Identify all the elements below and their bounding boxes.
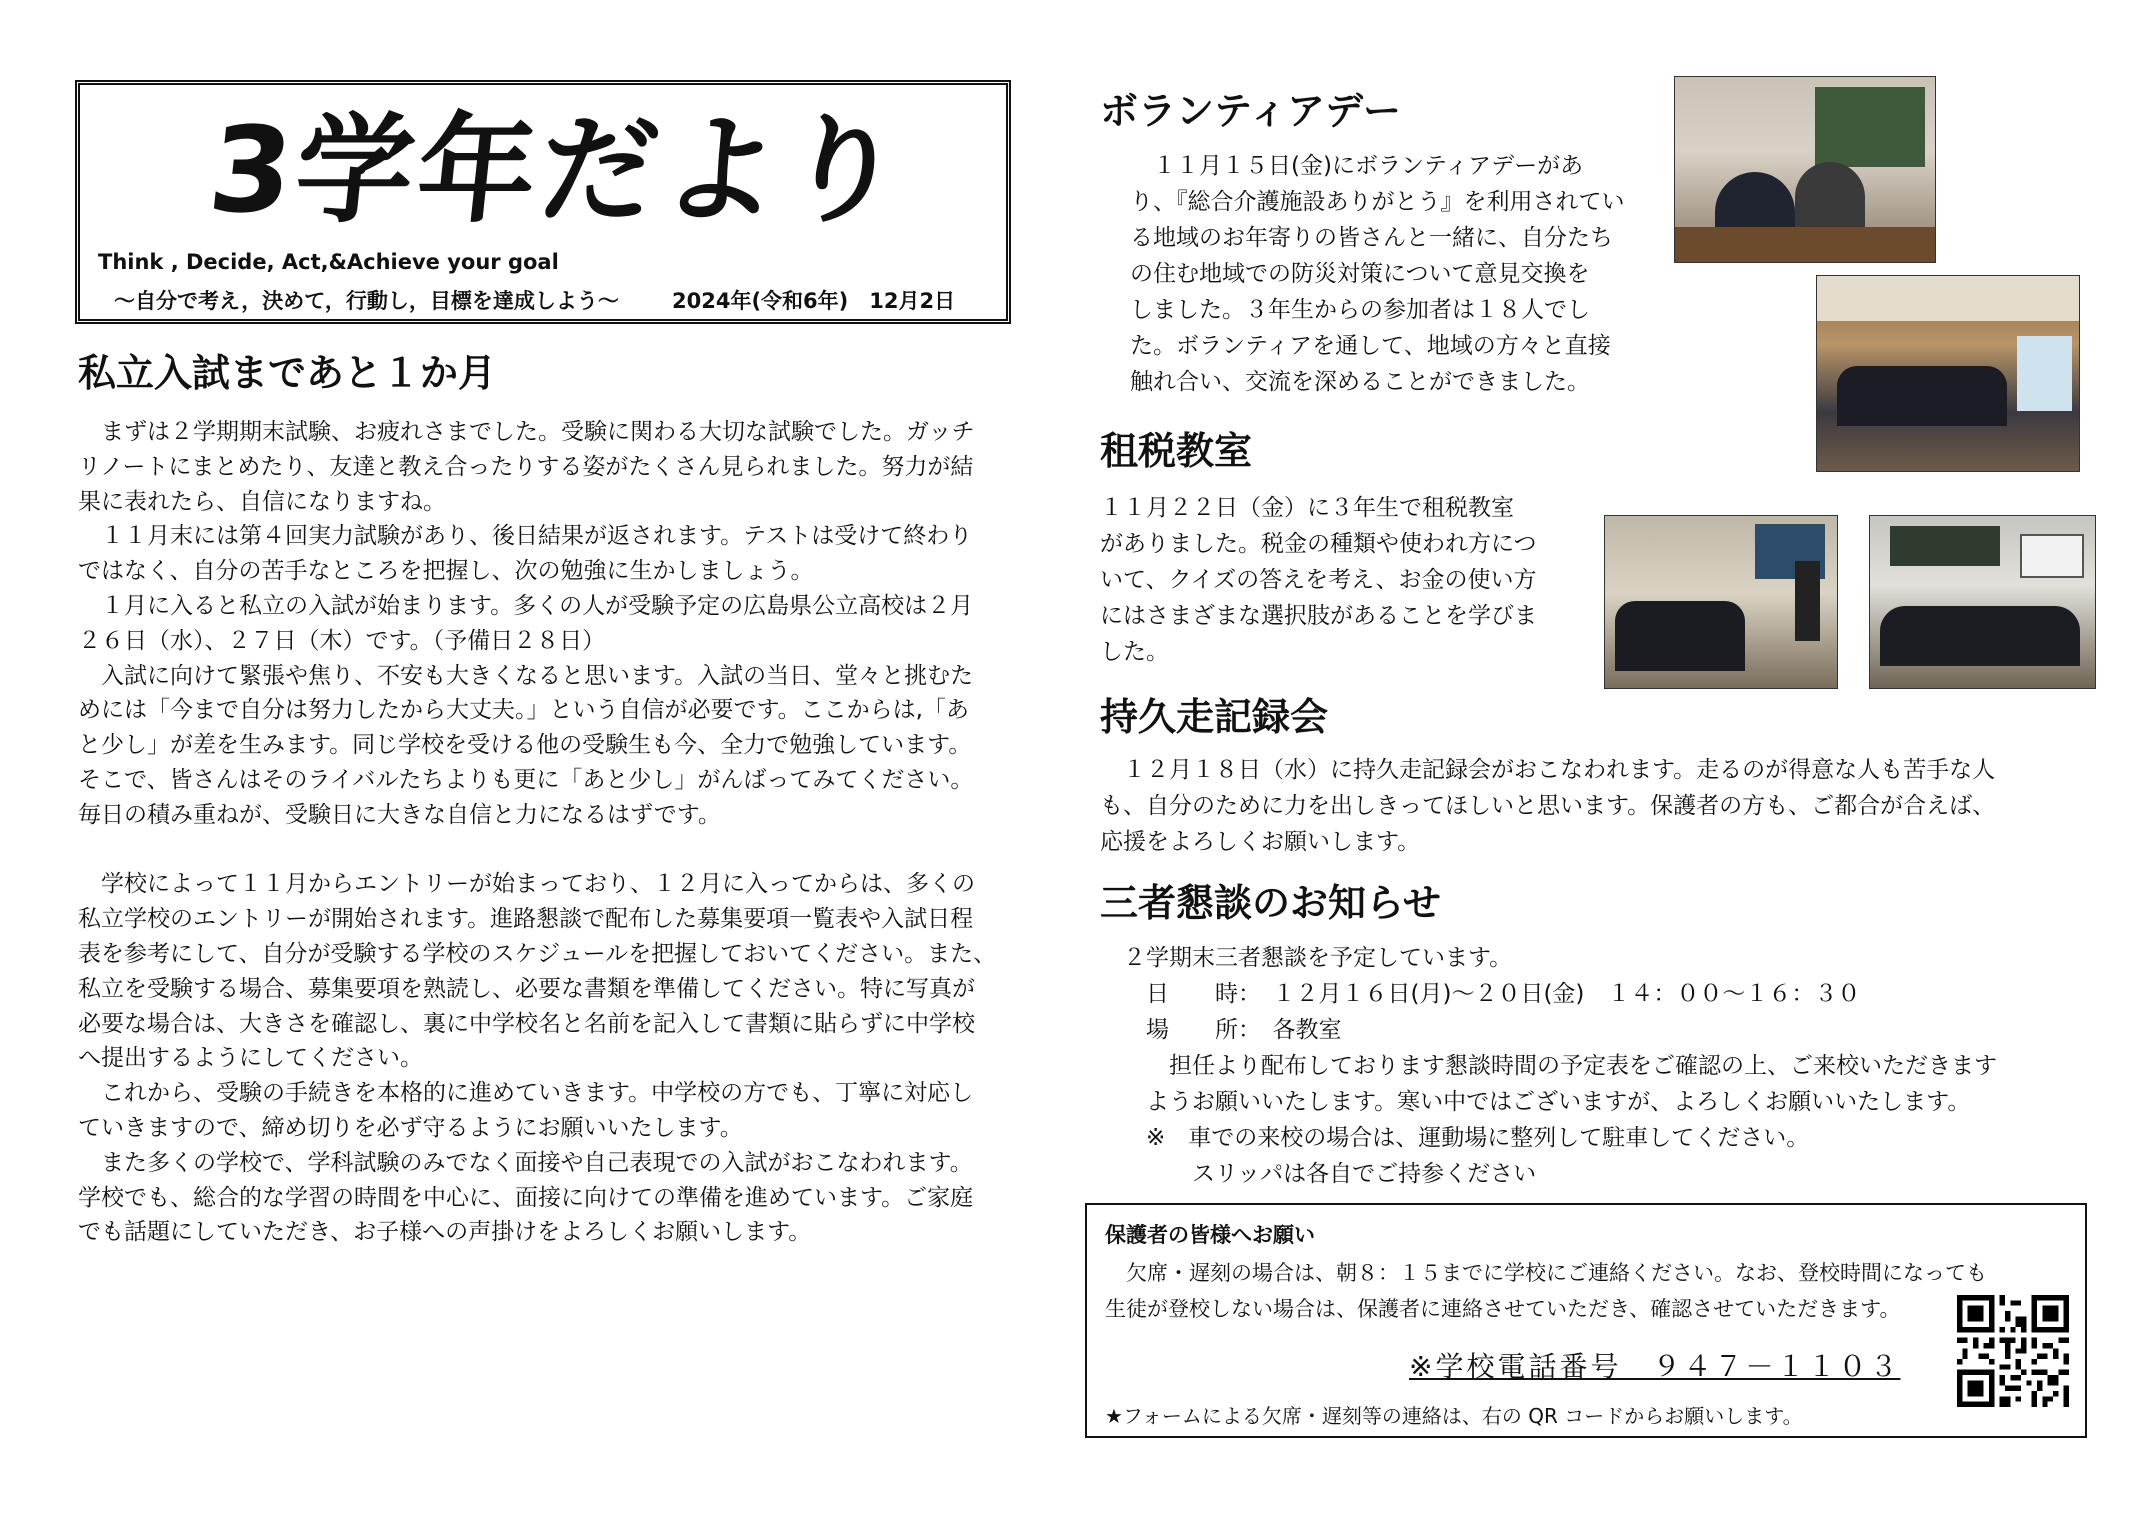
paragraph-line: がありました。税金の種類や使われ方につ <box>1100 531 1537 557</box>
paragraph-line: １月に入ると私立の入試が始まります。多くの人が受験予定の広島県公立高校は２月 <box>78 592 974 619</box>
qr-code-icon[interactable] <box>1957 1295 2069 1407</box>
paragraph-line: そこで、皆さんはそのライバルたちよりも更に「あと少し」がんばってみてください。 <box>78 766 974 793</box>
meeting-datetime: 日 時： １２月１６日(月)～２０日(金) １４：００～１６：３０ <box>1100 981 1861 1007</box>
notice-body <box>1105 1255 1987 1327</box>
article-title-volunteer-day: ボランティアデー <box>1100 89 1401 133</box>
notice-line: 欠席・遅刻の場合は、朝８：１５までに学校にご連絡ください。なお、登校時間になっても <box>1105 1261 1987 1285</box>
paragraph-line: １１月末には第４回実力試験があり、後日結果が返されます。テストは受けて終わり <box>78 523 973 550</box>
paragraph-line: も、自分のために力を出しきってほしいと思います。保護者の方も、ご都合が合えば、 <box>1100 793 1996 819</box>
paragraph-line: 学校によって１１月からエントリーが始まっており、１２月に入ってからは、多くの <box>78 871 975 898</box>
article-title-parent-meeting: 三者懇談のお知らせ <box>1100 881 1441 925</box>
paragraph-line: いて、クイズの答えを考え、お金の使い方 <box>1100 567 1537 593</box>
paragraph-line: まずは２学期期末試験、お疲れさまでした。受験に関わる大切な試験でした。ガッチ <box>78 419 975 445</box>
paragraph-line: 表を参考にして、自分が受験する学校のスケジュールを把握しておいてください。また、 <box>78 940 997 967</box>
paragraph-line: これから、受験の手続きを本格的に進めていきます。中学校の方でも、丁寧に対応し <box>78 1080 974 1107</box>
notice-line: 生徒が登校しない場合は、保護者に連絡させていただき、確認させていただきます。 <box>1105 1297 1901 1321</box>
article-title-private-exam: 私立入試まであと１か月 <box>78 351 497 395</box>
newsletter-title: 3学年だより <box>202 101 914 239</box>
paragraph-line: にはさまざまな選択肢があることを学びま <box>1100 603 1537 629</box>
paragraph-line: １２月１８日（水）に持久走記録会がおこなわれます。走るのが得意な人も苦手な人 <box>1100 757 1996 783</box>
motto-japanese: ～自分で考え，決めて，行動し，目標を達成しよう～ <box>114 289 619 313</box>
slippers-note: スリッパは各自でご持参ください <box>1100 1161 1537 1187</box>
tax-class-photo-2 <box>1869 515 2096 689</box>
article-body-private-exam <box>78 415 1078 1250</box>
paragraph-line: た。ボランティアを通して、地域の方々と直接 <box>1130 333 1611 359</box>
article-body-parent-meeting <box>1100 940 1997 1192</box>
paragraph-line: 学校でも、総合的な学習の時間を中心に、面接に向けての準備を進めています。ご家庭 <box>78 1184 974 1211</box>
paragraph-line: 必要な場合は、大きさを確認し、裏に中学校名と名前を記入して書類に貼らずに中学校 <box>78 1010 975 1037</box>
qr-instruction: ★フォームによる欠席・遅刻等の連絡は、右の QR コードからお願いします。 <box>1105 1404 1803 1428</box>
paragraph-line: ていきますので、締め切りを必ず守るようにお願いいたします。 <box>78 1114 743 1141</box>
paragraph-line: と少し」が差を生みます。同じ学校を受ける他の受験生も今、全力で勉強しています。 <box>78 732 972 759</box>
paragraph-line: へ提出するようにしてください。 <box>78 1045 423 1072</box>
paragraph-line: 触れ合い、交流を深めることができました。 <box>1130 369 1590 395</box>
article-body-endurance-run <box>1100 752 1995 860</box>
volunteer-photo-1 <box>1674 76 1936 263</box>
paragraph-line: の住む地域での防災対策について意見交換を <box>1130 261 1590 287</box>
article-body-volunteer-day <box>1130 148 1625 400</box>
paragraph-line: １１月１５日(金)にボランティアデーがあ <box>1130 153 1584 179</box>
notice-title: 保護者の皆様へお願い <box>1105 1223 1315 1247</box>
paragraph-line: ２学期末三者懇談を予定しています。 <box>1100 945 1513 971</box>
paragraph-line: ２６日（水）、２７日（木）です。（予備日２８日） <box>78 627 606 654</box>
school-phone-number: ※学校電話番号 ９４７－１１０３ <box>1409 1350 1901 1383</box>
paragraph-line: 応援をよろしくお願いします。 <box>1100 829 1421 855</box>
paragraph-line: １１月２２日（金）に３年生で租税教室 <box>1100 495 1514 521</box>
paragraph-line: 毎日の積み重ねが、受験日に大きな自信と力になるはずです。 <box>78 801 721 828</box>
parent-notice-box <box>1085 1203 2087 1438</box>
volunteer-photo-2 <box>1816 275 2080 472</box>
paragraph-line: 果に表れたら、自信になりますね。 <box>78 488 446 515</box>
paragraph-line: めには「今まで自分は努力したから大丈夫。」という自信が必要です。ここからは,「あ <box>78 697 969 724</box>
paragraph-line: る地域のお年寄りの皆さんと一緒に、自分たち <box>1130 225 1613 251</box>
paragraph-line: リノートにまとめたり、友達と教え合ったりする姿がたくさん見られました。努力が結 <box>78 453 974 480</box>
paragraph-line: しました。３年生からの参加者は１８人でし <box>1130 297 1590 323</box>
paragraph-line: でも話題にしていただき、お子様への声掛けをよろしくお願いします。 <box>78 1219 812 1246</box>
parking-note: ※ 車での来校の場合は、運動場に整列して駐車してください。 <box>1100 1125 1810 1151</box>
issue-date: 2024年(令和6年) 12月2日 <box>672 289 956 313</box>
paragraph-line: 私立学校のエントリーが開始されます。進路懇談で配布した募集要項一覧表や入試日程 <box>78 906 974 933</box>
tax-class-photo-1 <box>1604 515 1838 689</box>
blank-line <box>78 833 1078 868</box>
article-title-endurance-run: 持久走記録会 <box>1100 695 1329 739</box>
meeting-place: 場 所： 各教室 <box>1100 1017 1342 1043</box>
paragraph-line: 私立を受験する場合、募集要項を熟読し、必要な書類を準備してください。特に写真が <box>78 975 975 1002</box>
paragraph-line: 入試に向けて緊張や焦り、不安も大きくなると思います。入試の当日、堂々と挑むた <box>78 662 974 689</box>
paragraph-line: また多くの学校で、学科試験のみでなく面接や自己表現での入試がおこなわれます。 <box>78 1149 973 1176</box>
paragraph-line: り、『総合介護施設ありがとう』を利用されてい <box>1130 189 1625 215</box>
article-body-tax-class <box>1100 490 1537 670</box>
paragraph-line: ではなく、自分の苦手なところを把握し、次の勉強に生かしましょう。 <box>78 558 814 585</box>
paragraph-line: ようお願いいたします。寒い中ではございますが、よろしくお願いいたします。 <box>1100 1089 1971 1115</box>
article-title-tax-class: 租税教室 <box>1100 429 1253 473</box>
motto-english: Think , Decide, Act,&Achieve your goal <box>98 250 559 274</box>
masthead <box>75 80 1011 324</box>
paragraph-line: 担任より配布しております懇談時間の予定表をご確認の上、ご来校いただきます <box>1100 1053 1997 1079</box>
paragraph-line: した。 <box>1100 639 1169 665</box>
